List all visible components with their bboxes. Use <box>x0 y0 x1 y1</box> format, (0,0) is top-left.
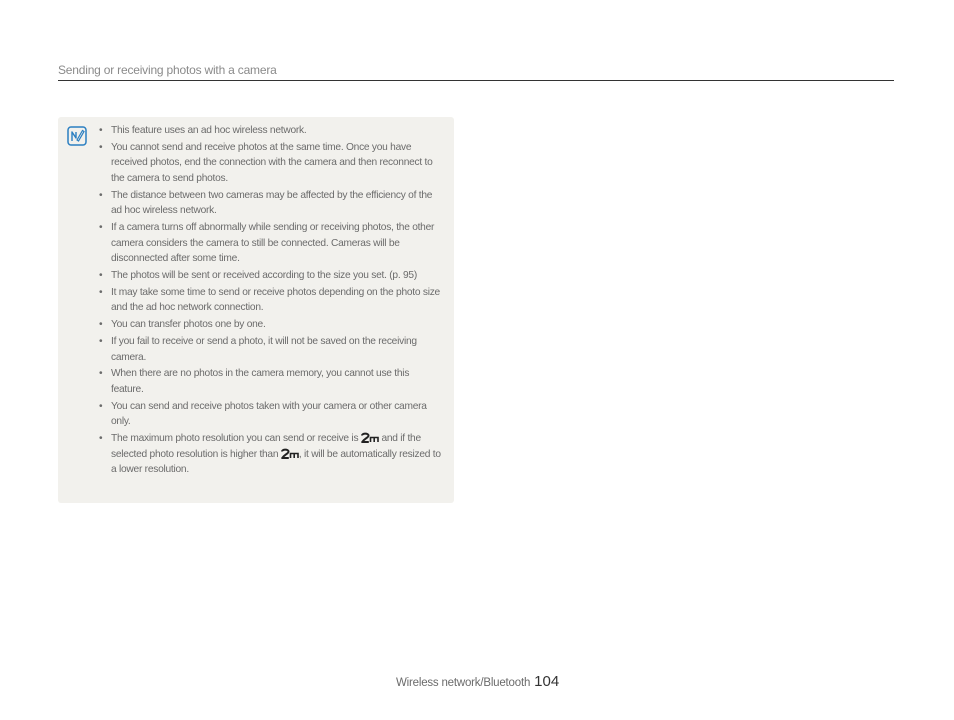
note-icon <box>67 126 87 146</box>
2m-resolution-icon <box>281 448 299 459</box>
list-item: • You can transfer photos one by one. <box>98 317 444 333</box>
list-item: • If a camera turns off abnormally while sending or receiving photos, the other camera considers the camera to still be connected. Cameras will be disconnected after some time. <box>98 220 444 267</box>
list-item: • The photos will be sent or received according to the size you set. (p. 95) <box>98 268 444 284</box>
2m-resolution-icon <box>361 432 379 443</box>
list-item: • When there are no photos in the camera memory, you cannot use this feature. <box>98 366 444 397</box>
header-title: Sending or receiving photos with a camera <box>58 63 277 77</box>
resolution-text-3: , it will be automatically resized to a lower resolution. <box>111 448 441 476</box>
note-list <box>98 123 444 479</box>
page-number: 104 <box>534 673 560 690</box>
list-item: • If you fail to receive or send a photo, it will not be saved on the receiving camera. <box>98 334 444 365</box>
footer-section-title: Wireless network/Bluetooth <box>396 677 531 689</box>
note-box <box>58 117 454 503</box>
list-item-resolution <box>98 431 444 478</box>
list-item: • You can send and receive photos taken with your camera or other camera only. <box>98 399 444 430</box>
list-item: • It may take some time to send or receive photos depending on the photo size and the ad hoc network connection. <box>98 285 444 316</box>
list-item: • This feature uses an ad hoc wireless network. <box>98 123 444 139</box>
list-item: • You cannot send and receive photos at the same time. Once you have received photos, end the connection with the camera and then reconnect to the camera to send photos. <box>98 140 444 187</box>
resolution-text-2: and if the selected photo resolution is higher than <box>111 433 421 460</box>
list-item: • The distance between two cameras may be affected by the efficiency of the ad hoc wireless network. <box>98 188 444 219</box>
resolution-text-1: The maximum photo resolution you can send or receive is <box>111 433 361 445</box>
page-footer <box>396 673 559 695</box>
page-header <box>58 62 894 81</box>
